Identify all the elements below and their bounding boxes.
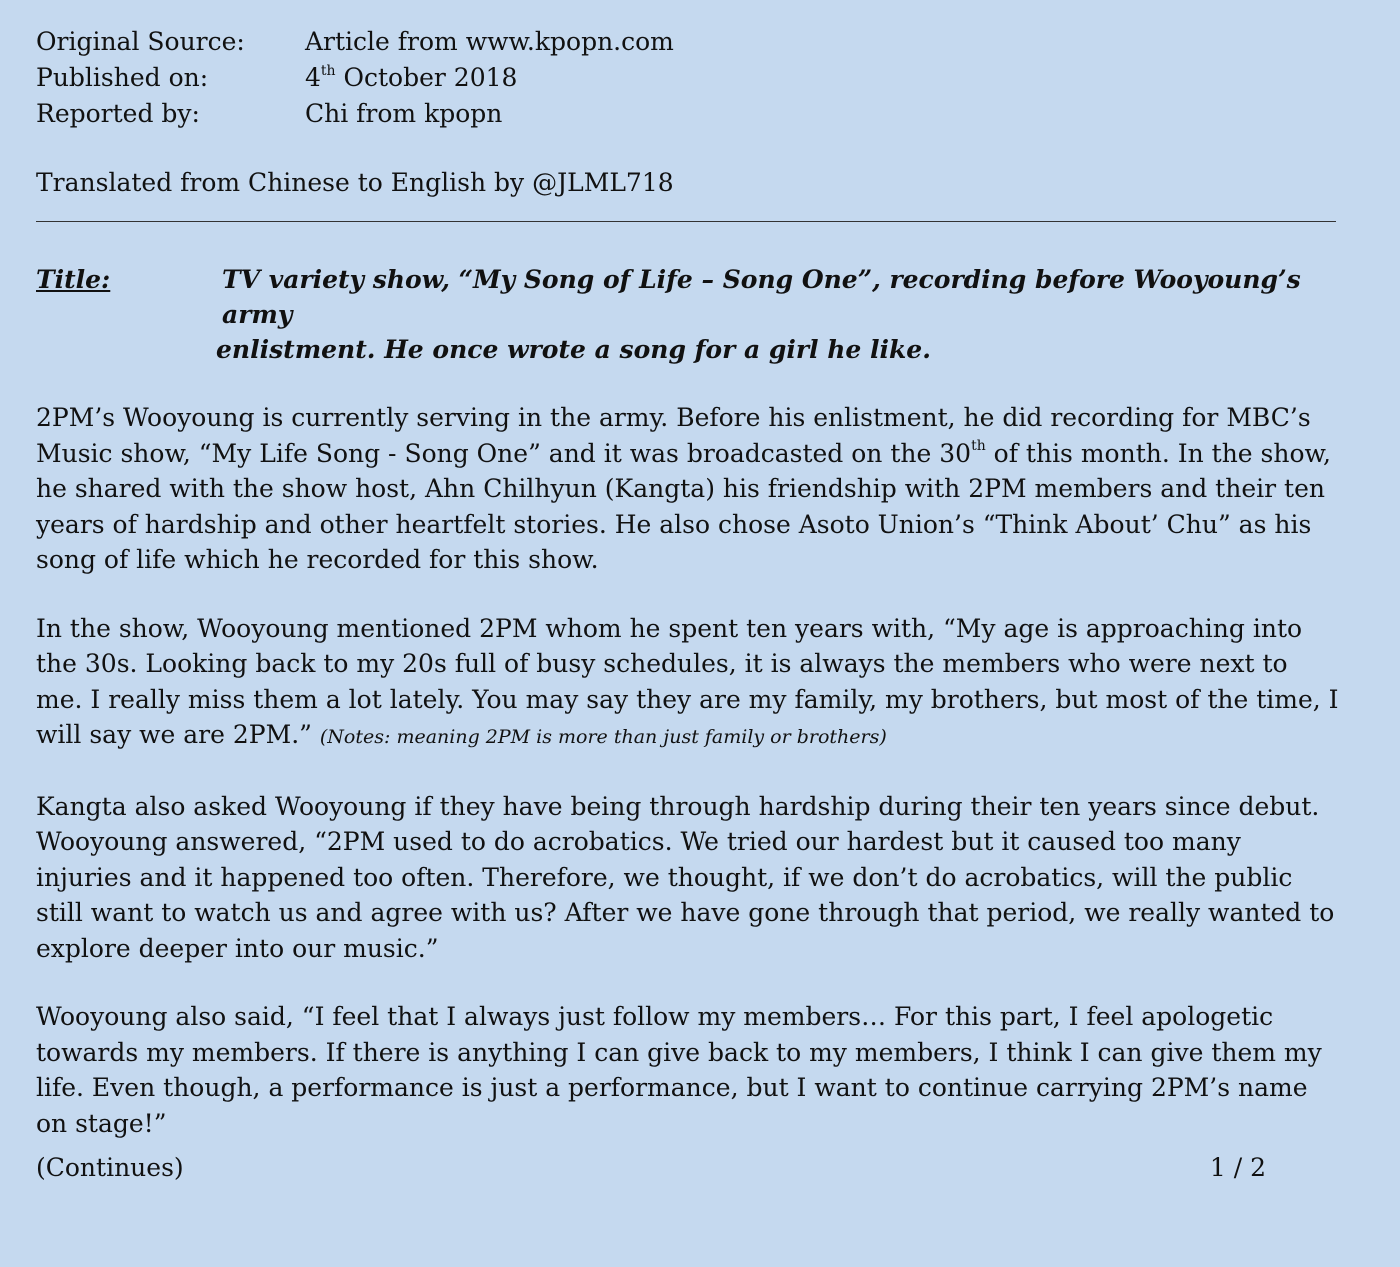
paragraph-4: Wooyoung also said, “I feel that I always just follow my members… For this part, I feel apologetic towards my members. If there is anything I can give back to my members, I think I can give them my life. Even though, a performance is just a performance, but I want to continue carrying 2PM’s name on stage!” bbox=[36, 1002, 1322, 1138]
paragraph-2-text: In the show, Wooyoung mentioned 2PM whom he spent ten years with, “My age is approaching into the 30s. Looking back to my 20s full of busy schedules, it is always the members who were next to me. I really miss them a lot lately. You may say they are my family, my brothers, but most of the time, I will say we are 2PM.” bbox=[36, 613, 1339, 749]
divider-line bbox=[36, 221, 1336, 222]
paragraph-1-b: of this month. In the show, he shared with the show host, Ahn Chilhyun (Kangta) his friendship with 2PM members and their ten years of hardship and other heartfelt stories. He also chose Asoto Union’s “Think About’ Chu” as his song of life which he recorded for this show. bbox=[36, 438, 1331, 574]
meta-reported-row bbox=[36, 96, 1346, 132]
footer bbox=[36, 1150, 1266, 1186]
published-day: 4 bbox=[305, 63, 321, 92]
paragraph-2-note: (Notes: meaning 2PM is more than just family or brothers) bbox=[319, 726, 887, 748]
paragraph-2 bbox=[36, 611, 1341, 756]
page-number: 1 / 2 bbox=[1209, 1153, 1266, 1182]
continues-label: (Continues) bbox=[36, 1153, 184, 1182]
published-suffix: th bbox=[320, 62, 336, 79]
title-block bbox=[36, 262, 1346, 367]
title-label: Title: bbox=[36, 265, 111, 294]
reported-label: Reported by: bbox=[36, 99, 200, 128]
document-page bbox=[36, 24, 1346, 1141]
title-line-2: enlistment. He once wrote a song for a girl he like. bbox=[216, 335, 931, 364]
meta-source-row bbox=[36, 24, 1346, 60]
title-text bbox=[216, 262, 1346, 367]
source-value: Article from www.kpopn.com bbox=[305, 27, 674, 56]
reported-value: Chi from kpopn bbox=[305, 99, 503, 128]
published-value bbox=[305, 60, 1346, 96]
paragraph-3: Kangta also asked Wooyoung if they have being through hardship during their ten years since debut. Wooyoung answered, “2PM used to do acrobatics. We tried our hardest but it caused too many injuries and it happened too often. Therefore, we thought, if we don’t do acrobatics, will the public still want to watch us and agree with us? After we have gone through that period, we really wanted to explore deeper into our music.” bbox=[36, 791, 1335, 963]
translated-by: Translated from Chinese to English by @JLML718 bbox=[36, 168, 674, 197]
source-label: Original Source: bbox=[36, 27, 245, 56]
published-rest: October 2018 bbox=[335, 63, 518, 92]
paragraph-1-a: 2PM’s Wooyoung is currently serving in the army. Before his enlistment, he did recording for MBC’s Music show, “My Life Song - Song One” and it was broadcasted on the 30 bbox=[36, 403, 1311, 468]
meta-published-row bbox=[36, 60, 1346, 96]
paragraph-1 bbox=[36, 400, 1341, 578]
published-label: Published on: bbox=[36, 63, 209, 92]
title-line-1: TV variety show, “My Song of Life – Song One”, recording before Wooyoung’s army bbox=[222, 265, 1301, 329]
paragraph-1-sup: th bbox=[971, 438, 986, 455]
